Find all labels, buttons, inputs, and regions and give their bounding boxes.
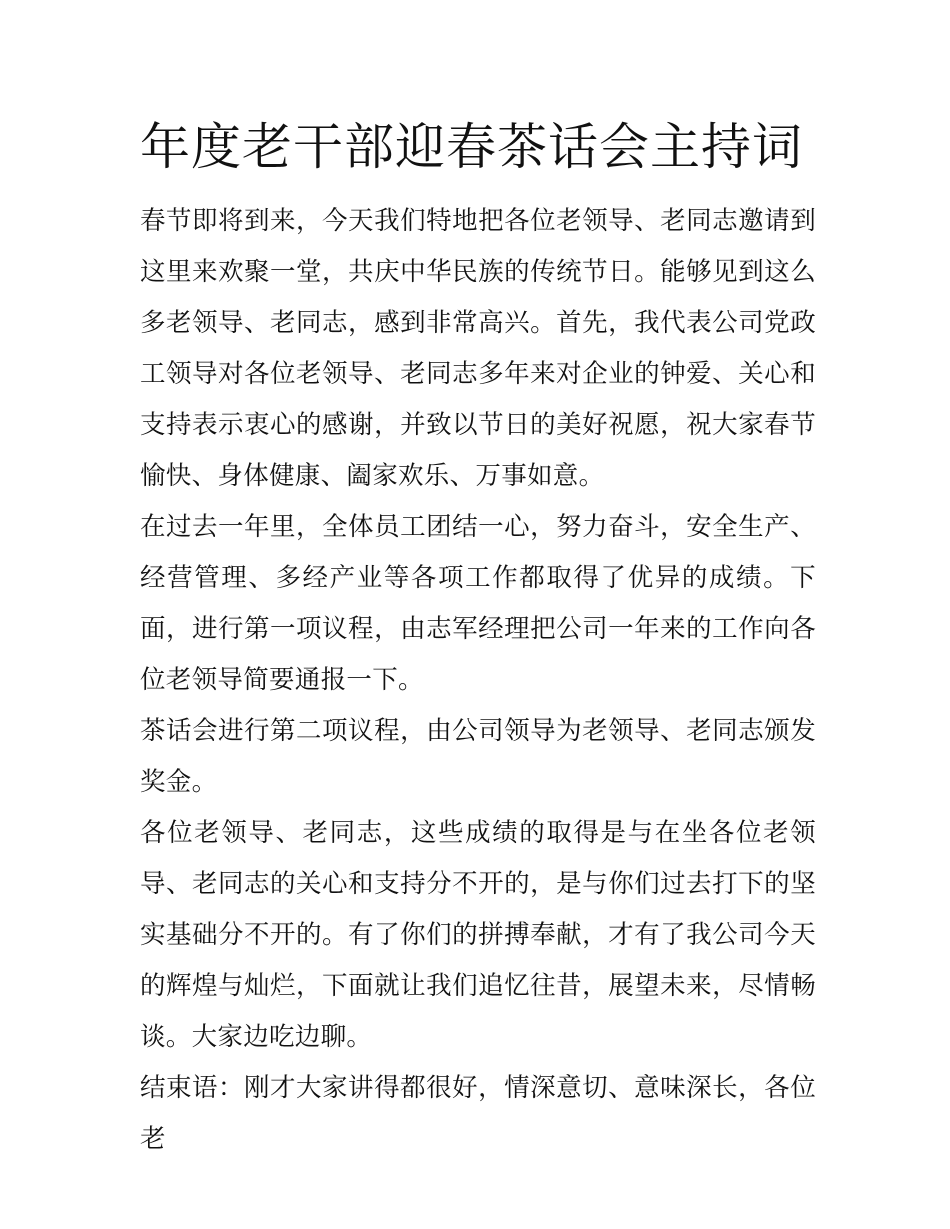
document-title: 年度老干部迎春茶话会主持词 xyxy=(140,118,803,176)
paragraph-thanks: 各位老领导、老同志，这些成绩的取得是与在坐各位老领导、老同志的关心和支持分不开的，是与你们过去打下的坚实基础分不开的。有了你们的拼搏奉献，才有了我公司今天的辉煌与灿烂，下面就让我们追忆往昔，展望未来，尽情畅谈。大家边吃边聊。 xyxy=(140,818,816,1052)
paragraph-second-agenda: 茶话会进行第二项议程，由公司领导为老领导、老同志颁发奖金。 xyxy=(140,716,816,797)
paragraph-closing: 结束语：刚才大家讲得都很好，情深意切、意味深长，各位老 xyxy=(140,1073,816,1154)
paragraph-past-year: 在过去一年里，全体员工团结一心，努力奋斗，安全生产、经营管理、多经产业等各项工作都取得了优异的成绩。下面，进行第一项议程，由志军经理把公司一年来的工作向各位老领导简要通报一下。 xyxy=(140,512,816,695)
document-body xyxy=(140,196,816,1165)
paragraph-opening: 春节即将到来，今天我们特地把各位老领导、老同志邀请到这里来欢聚一堂，共庆中华民族的传统节日。能够见到这么多老领导、老同志，感到非常高兴。首先，我代表公司党政工领导对各位老领导、老同志多年来对企业的钟爱、关心和支持表示衷心的感谢，并致以节日的美好祝愿，祝大家春节愉快、身体健康、阖家欢乐、万事如意。 xyxy=(140,206,816,491)
